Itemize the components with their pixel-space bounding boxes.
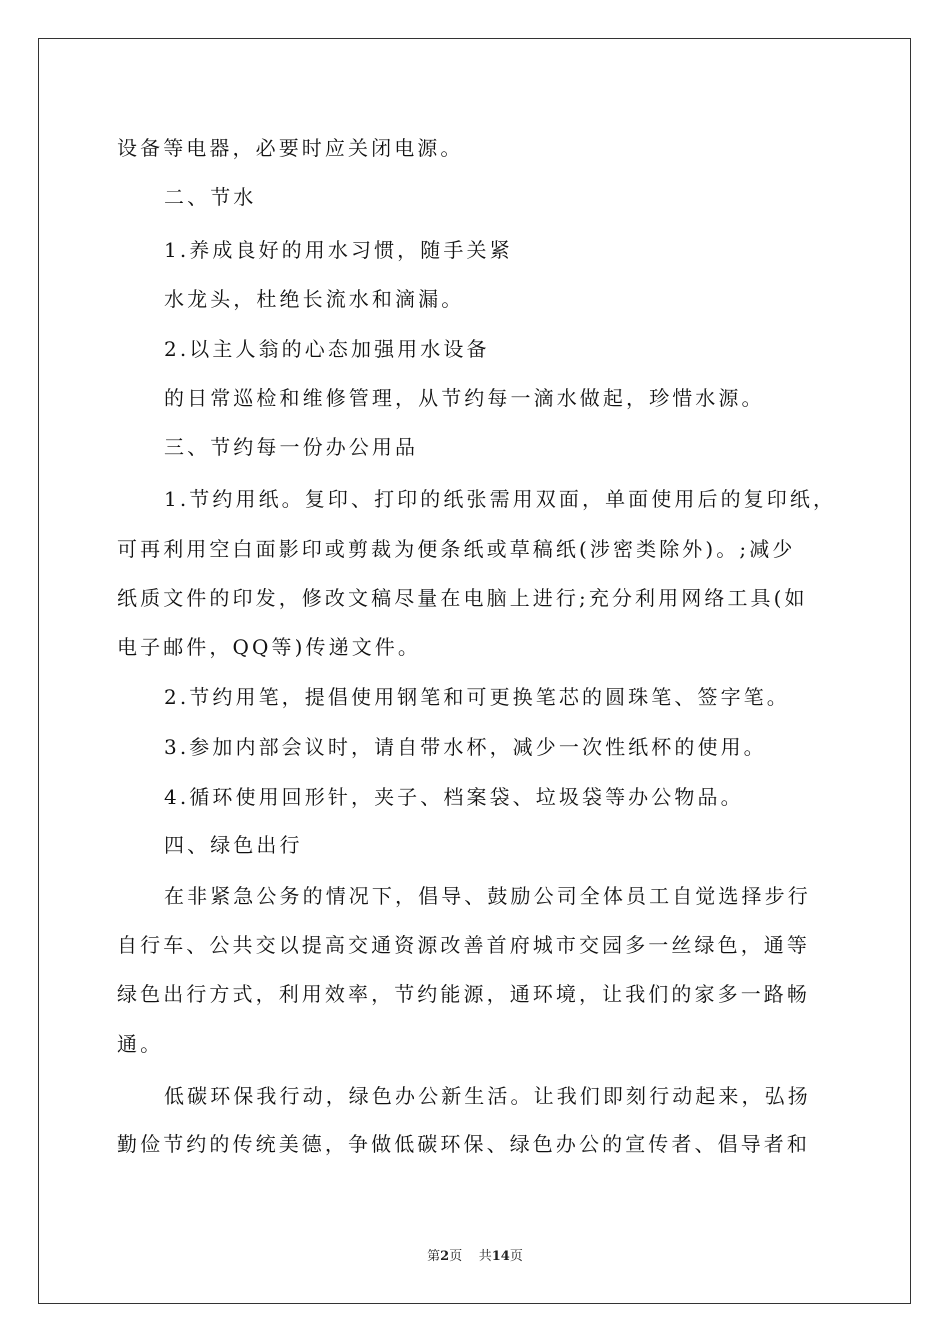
section-heading-supplies: 三、节约每一份办公用品 bbox=[164, 435, 419, 459]
footer-page-prefix: 第 bbox=[427, 1249, 441, 1264]
footer-page-number: 2 bbox=[440, 1249, 450, 1264]
section-heading-water: 二、节水 bbox=[164, 185, 257, 209]
text-line-14: 4.循环使用回形针，夹子、档案袋、垃圾袋等办公物品。 bbox=[164, 785, 744, 809]
text-line-21: 勤俭节约的传统美德，争做低碳环保、绿色办公的宣传者、倡导者和 bbox=[117, 1132, 810, 1156]
text-line-4: 水龙头，杜绝长流水和滴漏。 bbox=[164, 287, 465, 311]
footer-page-suffix: 页 bbox=[449, 1249, 463, 1264]
text-line-5: 2.以主人翁的心态加强用水设备 bbox=[164, 337, 490, 361]
text-line-18: 绿色出行方式，利用效率，节约能源，通环境，让我们的家多一路畅 bbox=[117, 982, 810, 1006]
text-line-6: 的日常巡检和维修管理，从节约每一滴水做起，珍惜水源。 bbox=[164, 386, 765, 410]
page-footer bbox=[0, 1249, 950, 1265]
text-line-11: 电子邮件，QQ等)传递文件。 bbox=[117, 635, 421, 659]
footer-total-suffix: 页 bbox=[509, 1249, 523, 1264]
text-line-8: 1.节约用纸。复印、打印的纸张需用双面，单面使用后的复印纸， bbox=[164, 487, 837, 511]
text-line-17: 自行车、公共交以提高交通资源改善首府城市交园多一丝绿色，通等 bbox=[117, 933, 810, 957]
page-border bbox=[38, 38, 911, 1304]
text-line-13: 3.参加内部会议时，请自带水杯，减少一次性纸杯的使用。 bbox=[164, 735, 767, 759]
footer-total-prefix: 共 bbox=[478, 1249, 492, 1264]
text-line-10: 纸质文件的印发，修改文稿尽量在电脑上进行;充分利用网络工具(如 bbox=[117, 586, 808, 610]
text-line-9: 可再利用空白面影印或剪裁为便条纸或草稿纸(涉密类除外)。;减少 bbox=[117, 537, 796, 561]
text-line-20: 低碳环保我行动，绿色办公新生活。让我们即刻行动起来，弘扬 bbox=[164, 1084, 811, 1108]
section-heading-travel: 四、绿色出行 bbox=[164, 833, 303, 857]
text-line-12: 2.节约用笔，提倡使用钢笔和可更换笔芯的圆珠笔、签字笔。 bbox=[164, 685, 790, 709]
text-line-1: 设备等电器，必要时应关闭电源。 bbox=[117, 136, 464, 160]
text-line-3: 1.养成良好的用水习惯，随手关紧 bbox=[164, 238, 513, 262]
text-line-19: 通。 bbox=[117, 1032, 164, 1056]
footer-total-number: 14 bbox=[491, 1249, 510, 1264]
text-line-16: 在非紧急公务的情况下，倡导、鼓励公司全体员工自觉选择步行 bbox=[164, 884, 811, 908]
